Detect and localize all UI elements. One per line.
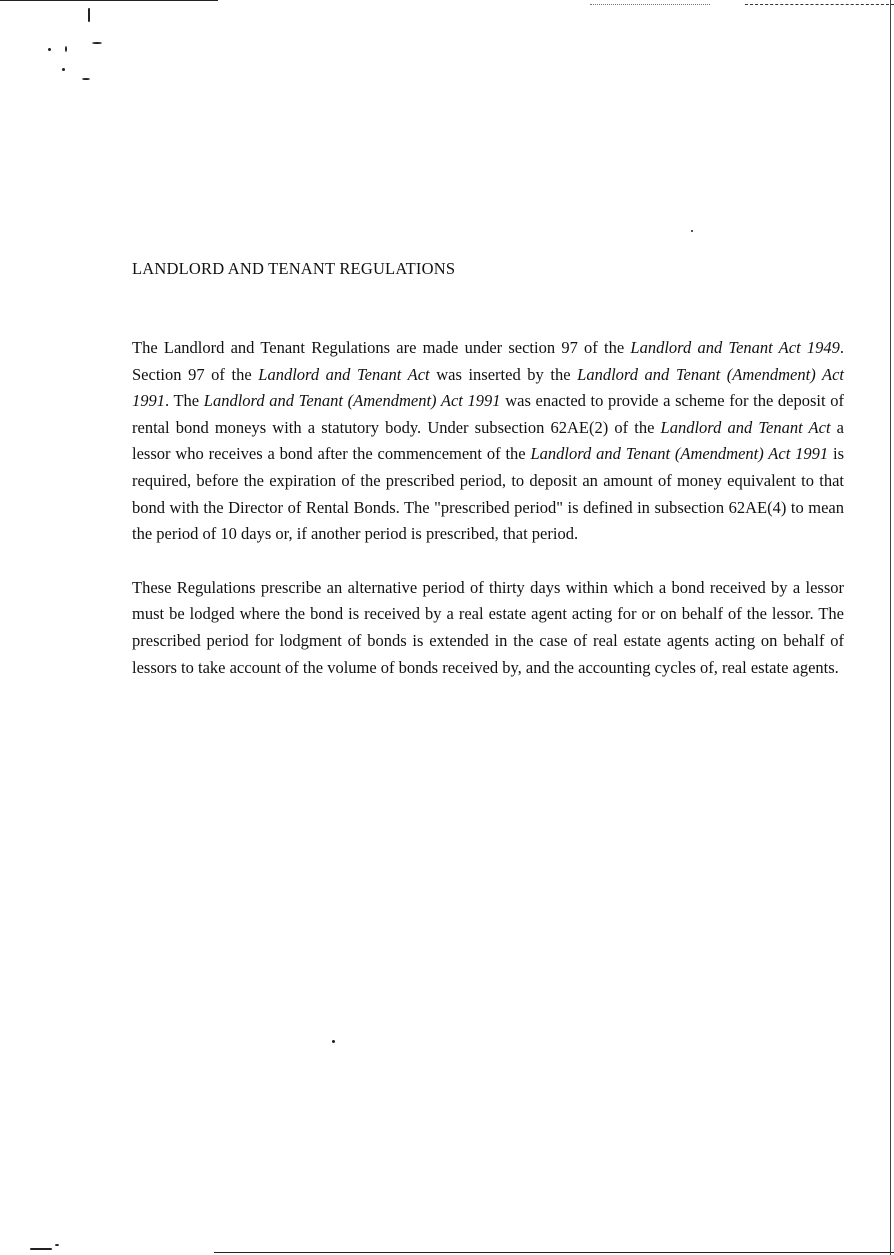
act-name: Landlord and Tenant Act 1949 [630,338,840,357]
act-name: Landlord and Tenant (Amendment) Act 1991 [203,391,501,411]
scan-edge-top-mid [590,4,710,5]
text-run: was inserted by the [429,364,578,384]
text-run: was enacted to provide a scheme for the deposit of rental bond moneys with a statutory body. Under subsection 62AE(2) of the [132,391,844,437]
act-name: Landlord and Tenant Act [258,364,430,384]
paragraph-explanation: These Regulations prescribe an alternative period of thirty days within which a bond received by a lessor must be lodged where the bond is received by a real estate agent acting for or on behalf of the lessor. The prescribed period for lodgment of bonds is extended in the case of real estate agents acting on behalf of lessors to take account of the volume of bonds received by, and the accounting cycles of, real estate agents. [132,577,844,677]
text-run: The Landlord and Tenant Regulations are made under section 97 of the [132,338,631,357]
act-name: Landlord and Tenant Act [660,417,831,437]
text-run: . The [165,391,204,411]
scan-edge-right [890,0,891,1255]
act-name: Landlord and Tenant (Amendment) Act 1991 [530,444,829,464]
scan-edge-top-right [745,4,894,5]
document-body [132,256,844,681]
act-name: Landlord and Tenant (Amendment) Act 1991 [132,364,844,411]
text-run: . Section 97 of the [132,338,844,384]
scan-edge-bottom [214,1252,894,1253]
text-run: is required, before the expiration of the prescribed period, to deposit an amount of money equivalent to that bond with the Director of Rental Bonds. The "prescribed period" is defined in subsection 62AE(4) to mean the period of 10 days or, if another period is prescribed, that period. [132,444,844,544]
text-run: a lessor who receives a bond after the commencement of the [132,417,845,464]
scan-edge-top-left [0,0,218,1]
paragraph-authority [132,335,844,548]
document-title: LANDLORD AND TENANT REGULATIONS [132,259,456,278]
